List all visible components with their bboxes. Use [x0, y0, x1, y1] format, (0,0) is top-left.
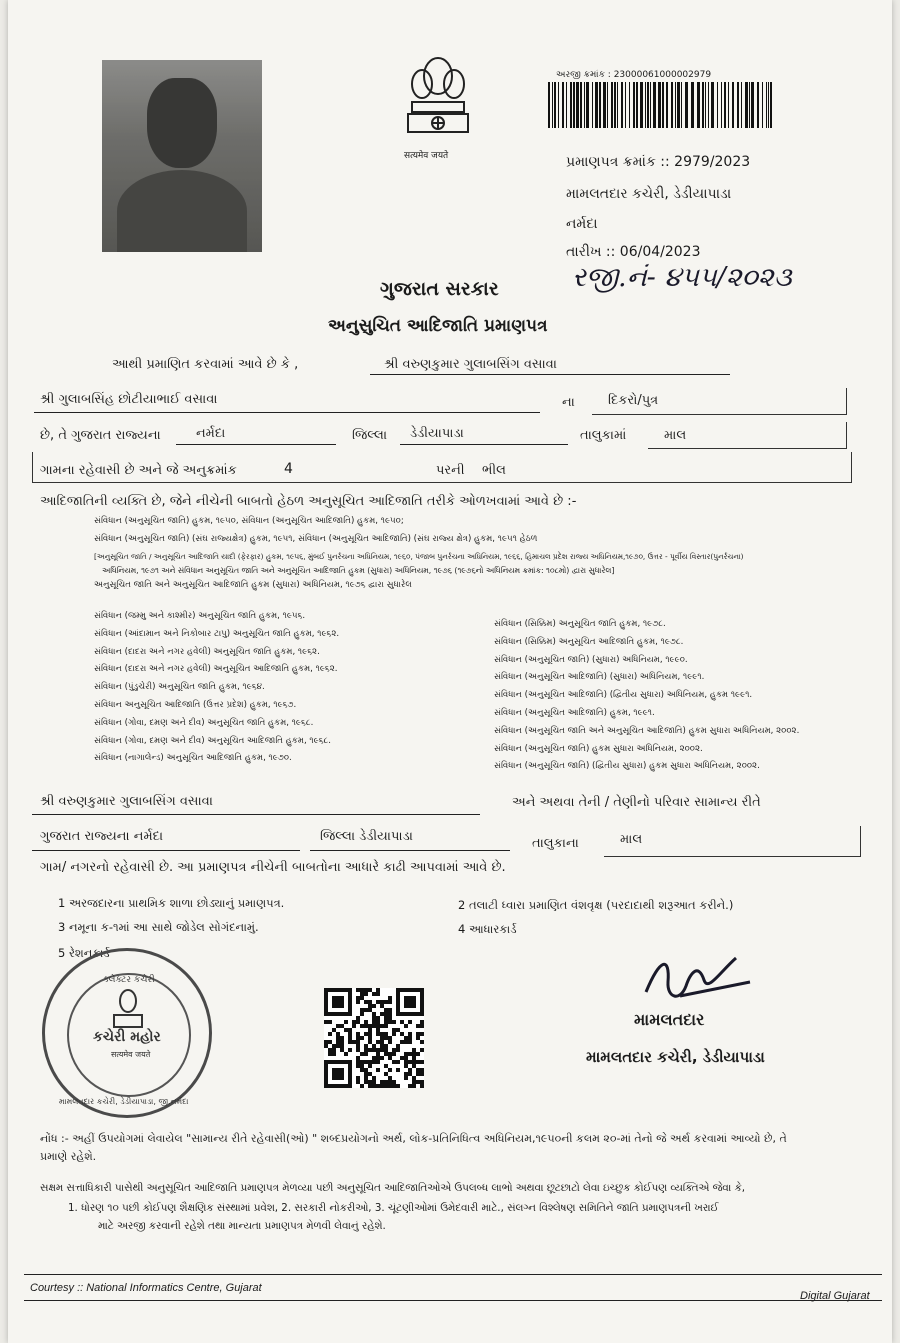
certificate-number: પ્રમાણપત્ર ક્રમાંક :: 2979/2023 [566, 154, 751, 170]
order-line: અધિનિયમ, ૧૯૭૧ અને સંવિધાન અનુસૂચિત જાતિ અને અનુસૂચિત આદિજાતિ હુકમ (સુધારા) અધિનિયમ, ૧૯૭૬ (૧૯૭૬નો અધિનિયમ ક્રમાંક: ૧૦૮મો) દ્વારા સુધારેલ] [102, 566, 615, 575]
note-validity-end: માટે અરજી કરવાની રહેશે તથા માન્યતા પ્રમાણપત્ર મેળવી લેવાનું રહેશે. [98, 1220, 386, 1232]
signatory-office: મામલતદાર કચેરી, ડેડીયાપાડા [586, 1048, 765, 1066]
note-usual-resident: નોંધ :- અહીં ઉપયોગમાં લેવાયેલ "સામાન્ય રીતે રહેવાસી(ઓ) " શબ્દપ્રયોગનો અર્થ, લોક-પ્રતિનિધિત્વ અધિનિયમ,૧૯૫૦ની કલમ ૨૦-માં તેનો જે અર્થ કરવામાં આવ્યો છે, તે [40, 1132, 787, 1145]
tribe-name: ભીલ [482, 463, 506, 478]
taluka-label: તાલુકામાં [580, 428, 627, 443]
resident-label: ગામના રહેવાસી છે અને જે અનુક્રમાંક [40, 463, 237, 478]
seal-top-text: ક્લેક્ટર કચેરી [103, 975, 155, 985]
family-state: ગુજરાત રાજ્યના નર્મદા [40, 829, 164, 844]
note-usual-resident-cont: પ્રમાણે રહેશે. [40, 1150, 97, 1163]
order-item: સંવિધાન (પુંડુચેરી) અનુસૂચિત જાતિ હુકમ, ૧૯૬૪. [94, 682, 265, 693]
issuing-district: નર્મદા [566, 216, 598, 232]
applicant-name: શ્રી વરુણકુમાર ગુલાબસિંગ વસાવા [384, 357, 557, 372]
seal-center-text: કચેરી મહોર [93, 1029, 161, 1045]
document-item: 5 રેશનકાર્ડ [58, 946, 110, 960]
family-applicant-name: શ્રી વરુણકુમાર ગુલાબસિંગ વસાવા [40, 794, 213, 809]
seal-bottom-text: મામલતદાર કચેરી, ડેડીયાપાડા, જી.નર્મદા [59, 1097, 189, 1106]
document-item: 3 નમૂના ક-૧માં આ સાથે જોડેલ સોગંદનામું. [58, 920, 259, 934]
family-district: જિલ્લા ડેડીયાપાડા [320, 829, 413, 844]
certificate-date: તારીખ :: 06/04/2023 [566, 244, 701, 260]
order-item: સંવિધાન (દાદરા અને નગર હવેલી) અનુસૂચિત જાતિ હુકમ, ૧૯૬૨. [94, 646, 320, 657]
order-line: અનુસૂચિત જાતિ અને અનુસૂચિત આદિજાતિ હુકમ (સુધારા) અધિનિયમ, ૧૯૭૬ દ્વારા સુધારેલ [94, 580, 412, 590]
note-validity: સક્ષમ સત્તાધિકારી પાસેથી અનુસૂચિત આદિજાતિ પ્રમાણપત્ર મેળવ્યા પછી અનુસૂચિત આદિજાતિઓએ ઉપલબ્ધ લાભો અથવા છૂટછાટો લેવા ઇચ્છુક કોઈપણ વ્યક્તિએ જેવા કે, [40, 1182, 746, 1194]
order-item: સંવિધાન (અનુસૂચિત જાતિ) (દ્વિતીય સુધારા) હુકમ સુધારા અધિનિયમ, ૨૦૦૨. [494, 761, 760, 772]
order-item: સંવિધાન (અનુસૂચિત આદિજાતિ) (દ્વિતીય સુધારા) અધિનિયમ, હુકમ ૧૯૯૧. [494, 690, 753, 701]
office-seal [42, 948, 212, 1118]
seal-motto: सत्यमेव जयते [111, 1050, 151, 1059]
qr-code [324, 988, 424, 1088]
certificate-title: અનુસુચિત આદિજાતિ પ્રમાણપત્ર [328, 316, 548, 336]
state-district-value: નર્મદા [196, 426, 226, 441]
footer-courtesy: Courtesy :: National Informatics Centre, Gujarat [30, 1282, 262, 1294]
order-item: સંવિધાન (અનુસૂચિત જાતિ અને અનુસૂચિત આદિજાતિ) હુકમ સુધારા અધિનિયમ, ૨૦૦૨. [494, 725, 800, 736]
relation: દિકરો/પુત્ર [608, 393, 659, 408]
order-item: સંવિધાન (અનુસૂચિત જાતિ) (સુધારા) અધિનિયમ, ૧૯૯૦. [494, 654, 688, 665]
district-label: જિલ્લા [352, 428, 388, 443]
document-item: 2 તલાટી ધ્વારા પ્રમાણિત વંશવૃક્ષ (પરદાદાથી શરૂઆત કરીને.) [458, 898, 734, 912]
district-value: ડેડીયાપાડા [410, 426, 464, 441]
government-title: ગુજરાત સરકાર [380, 278, 499, 300]
order-item: સંવિધાન (નાગાલેન્ડ) અનુસૂચિત આદિજાતિ હુકમ, ૧૯૭૦. [94, 753, 292, 764]
document-item: 4 આધારકાર્ડ [458, 922, 517, 936]
barcode [548, 82, 778, 128]
signatory-designation: મામલતદાર [634, 1010, 705, 1029]
of-tribe-label: પરની [436, 463, 465, 478]
order-item: સંવિધાન (અનુસૂચિત જાતિ) હુકમ સુધારા અધિનિયમ, ૨૦૦૨. [494, 743, 703, 754]
parent-name: શ્રી ગુલાબસિંહ છોટીયાભાઈ વસાવા [40, 392, 218, 407]
signature [640, 952, 760, 1012]
order-line: સંવિધાન (અનુસૂચિત જાતિ) (સંઘ રાજ્યક્ષેત્ર) હુકમ, ૧૯૫૧, સંવિધાન (અનુસૂચિત આદિજાતિ) (સંઘ રાજ્ય ક્ષેત્ર) હુકમ, ૧૯૫૧ હેઠળ [94, 534, 538, 544]
issuing-office: મામલતદાર કચેરી, ડેડીયાપાડા [566, 186, 732, 202]
handwritten-reference: રજી.નં- ૪૫૫/૨૦૨૩ [572, 262, 792, 293]
document-item: 1 અરજદારના પ્રાથમિક શાળા છોડ્યાનું પ્રમાણપત્ર. [58, 896, 285, 910]
family-taluka-label: તાલુકાના [532, 836, 579, 851]
order-item: સંવિધાન (ગોવા, દમણ અને દીવ) અનુસૂચિત જાતિ હુકમ, ૧૯૬૮. [94, 717, 314, 728]
order-item: સંવિધાન (દાદરા અને નગર હવેલી) અનુસૂચિત આદિજાતિ હુકમ, ૧૯૬૨. [94, 664, 338, 675]
serial-number: 4 [284, 461, 293, 477]
orders-right-column [494, 616, 799, 776]
certify-line: આથી પ્રમાણિત કરવામાં આવે છે કે , [112, 357, 299, 372]
issued-basis-line: ગામ/ નગરનો રહેવાસી છે. આ પ્રમાણપત્ર નીચેની બાબતોના આધારે કાઢી આપવામાં આવે છે. [40, 860, 506, 875]
applicant-photo [102, 60, 262, 252]
note-validity-items: 1. ધોરણ ૧૦ પછી કોઈપણ શૈક્ષણિક સંસ્થામાં પ્રવેશ, 2. સરકારી નોકરીઓ, 3. ચૂંટણીઓમાં ઉમેદવારી માટે., સંલગ્ન વિશ્લેષણ સમિતિને જાતિ પ્રમાણપત્રની ખરાઈ [68, 1202, 719, 1214]
emblem-motto: सत्यमेव जयते [404, 151, 449, 161]
order-item: સંવિધાન અનુસૂચિત આદિજાતિ (ઉત્તર પ્રદેશ) હુકમ, ૧૯૬૭. [94, 699, 297, 710]
order-line: [અનુસૂચિત જાતિ / અનુસૂચિત આદિજાતિ યાદી (ફેરફાર) હુકમ, ૧૯૫૬, મુંબઈ પુનર્રચના અધિનિયમ, ૧૯૬૦, પંજાબ પુનર્રચના અધિનિયમ, ૧૯૬૬, હિમાચલ પ્રદેશ રાજ્ય અધિનિયમ,૧૯૭૦, ઉત્તર - પૂર્વીય વિસ્તાર(પુનર્રચના) [94, 552, 744, 561]
order-line: સંવિધાન (અનુસૂચિત જાતિ) હુકમ, ૧૯૫૦, સંવિધાન (અનુસૂચિત આદિજાતિ) હુકમ, ૧૯૫૦; [94, 516, 404, 526]
orders-left-column [94, 608, 339, 768]
seal-emblem-icon [108, 987, 148, 1031]
of-label: ના [562, 395, 575, 410]
application-number: અરજી ક્રમાંક : 23000061000002979 [556, 70, 712, 80]
state-label: છે, તે ગુજરાત રાજ્યના [40, 428, 161, 443]
tribe-statement: આદિજાતિની વ્યક્તિ છે, જેને નીચેની બાબતો હેઠળ અનુસૂચિત આદિજાતિ તરીકે ઓળખવામાં આવે છે :- [40, 494, 577, 509]
order-item: સંવિધાન (આંદામાન અને નિકોબાર ટાપુ) અનુસૂચિત જાતિ હુકમ, ૧૯૬૨. [94, 628, 340, 639]
order-item: સંવિધાન (અનુસૂચિત આદિજાતિ) (સુધારા) અધિનિયમ, ૧૯૯૧. [494, 672, 705, 683]
family-residence-text: અને અથવા તેની / તેણીનો પરિવાર સામાન્ય રીતે [512, 795, 761, 810]
order-item: સંવિધાન (જમ્મુ અને કાશ્મીર) અનુસૂચિત જાતિ હુકમ, ૧૯૫૬. [94, 611, 306, 621]
order-item: સંવિધાન (અનુસૂચિત આદિજાતિ) હુકમ, ૧૯૯૧. [494, 707, 655, 718]
order-item: સંવિધાન (સિક્કિમ) અનુસૂચિત આદિજાતિ હુકમ, ૧૯૭૮. [494, 636, 684, 647]
family-village: માલ [620, 832, 643, 847]
order-item: સંવિધાન (સિક્કિમ) અનુસૂચિત જાતિ હુકમ, ૧૯૭૮. [494, 619, 666, 629]
order-item: સંવિધાન (ગોવા, દમણ અને દીવ) અનુસૂચિત આદિજાતિ હુકમ, ૧૯૬૮. [94, 735, 331, 746]
footer-brand: Digital Gujarat [800, 1290, 870, 1302]
village-value: માલ [664, 428, 687, 443]
